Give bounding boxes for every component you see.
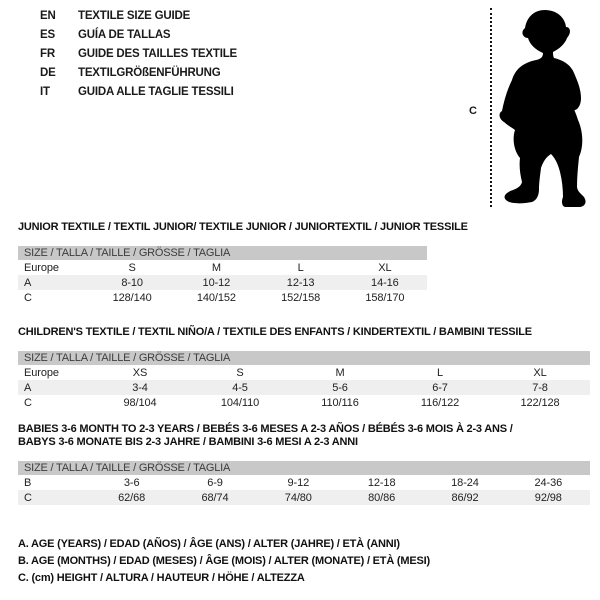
language-title: GUÍA DE TALLAS [78, 29, 171, 41]
row-label: C [24, 396, 32, 409]
size-value: L [297, 261, 304, 274]
size-figure [448, 0, 600, 220]
row-label: C [18, 490, 90, 505]
size-value: 158/170 [365, 291, 405, 304]
legend-line: B. AGE (MONTHS) / EDAD (MESES) / ÂGE (MOIS) / ALTER (MONATE) / ETÀ (MESI) [18, 555, 430, 567]
size-value: 8-10 [90, 275, 174, 290]
section-babies [18, 423, 590, 505]
row-label: Europe [24, 366, 59, 379]
size-value: S [128, 261, 136, 274]
size-value: 18-24 [451, 476, 479, 489]
table-row-europe [18, 365, 590, 380]
size-value: 92/98 [507, 490, 590, 505]
section-children [18, 326, 590, 410]
language-title: TEXTILGRÖßENFÜHRUNG [78, 67, 221, 79]
table-row-c [18, 490, 590, 505]
size-value: 5-6 [290, 380, 390, 395]
size-value: 128/140 [112, 291, 152, 304]
language-title: GUIDA ALLE TAGLIE TESSILI [78, 86, 234, 98]
size-value: 122/128 [520, 396, 560, 409]
language-code: EN [40, 10, 56, 22]
size-value: M [335, 366, 345, 379]
language-row [40, 83, 237, 102]
section-title: CHILDREN'S TEXTILE / TEXTIL NIÑO/A / TEXTILE DES ENFANTS / KINDERTEXTIL / BAMBINI TESSILE [18, 326, 532, 338]
size-value: 68/74 [173, 490, 256, 505]
size-table-header: SIZE / TALLA / TAILLE / GRÖSSE / TAGLIA [18, 351, 590, 365]
top-section [18, 0, 590, 221]
size-value: 12-13 [259, 275, 343, 290]
size-value: 4-5 [190, 380, 290, 395]
language-row [40, 7, 237, 26]
size-value: XS [132, 366, 148, 379]
language-row [40, 45, 237, 64]
language-row [40, 26, 237, 45]
size-value: 10-12 [174, 275, 258, 290]
legend-line: A. AGE (YEARS) / EDAD (AÑOS) / ÂGE (ANS) / ALTER (JAHRE) / ETÀ (ANNI) [18, 538, 400, 550]
size-value: 86/92 [423, 490, 506, 505]
size-table-babies [18, 461, 590, 505]
size-table-junior [18, 246, 427, 305]
row-label: Europe [24, 261, 59, 274]
language-code: ES [40, 29, 55, 41]
height-measure-line [490, 8, 492, 207]
language-row [40, 64, 237, 83]
language-code: FR [40, 48, 55, 60]
section-title: BABYS 3-6 MONATE BIS 2-3 JAHRE / BAMBINI 3-6 MESI A 2-3 ANNI [18, 436, 358, 448]
legend [18, 536, 590, 587]
section-title: BABIES 3-6 MONTH TO 2-3 YEARS / BEBÉS 3-6 MESES A 2-3 AÑOS / BÉBÉS 3-6 MOIS À 2-3 ANS / [18, 423, 513, 435]
size-value: XL [533, 366, 547, 379]
table-row-europe [18, 260, 427, 275]
size-value: XL [378, 261, 392, 274]
table-row-b [18, 475, 590, 490]
language-title: GUIDE DES TAILLES TEXTILE [78, 48, 237, 60]
size-table-header: SIZE / TALLA / TAILLE / GRÖSSE / TAGLIA [18, 461, 590, 475]
height-label: C [469, 105, 477, 117]
size-value: 110/116 [321, 396, 359, 409]
size-value: 3-4 [90, 380, 190, 395]
size-value: 14-16 [343, 275, 427, 290]
size-value: 6-9 [207, 476, 223, 489]
size-value: 140/152 [196, 291, 236, 304]
legend-line: C. (cm) HEIGHT / ALTURA / HAUTEUR / HÖHE / ALTEZZA [18, 572, 305, 584]
language-code: DE [40, 67, 56, 79]
size-value: 62/68 [90, 490, 173, 505]
size-value: 74/80 [257, 490, 340, 505]
size-value: 3-6 [123, 476, 140, 489]
size-value: 152/158 [281, 291, 321, 304]
size-value: S [236, 366, 244, 379]
size-value: 9-12 [287, 476, 310, 489]
size-table-children [18, 351, 590, 410]
size-value: L [436, 366, 444, 379]
table-row-c [18, 395, 590, 410]
size-tables [18, 221, 590, 505]
table-row-a [18, 275, 427, 290]
size-value: 104/110 [220, 396, 260, 409]
size-value: 24-36 [534, 476, 563, 489]
row-label: B [24, 476, 32, 489]
size-value: 98/104 [123, 396, 157, 409]
language-code: IT [40, 86, 50, 98]
language-title: TEXTILE SIZE GUIDE [78, 10, 191, 22]
table-row-a [18, 380, 590, 395]
size-table-header: SIZE / TALLA / TAILLE / GRÖSSE / TAGLIA [18, 246, 427, 260]
row-label: A [18, 275, 90, 290]
language-list [40, 7, 237, 102]
size-value: 116/122 [420, 396, 460, 409]
row-label: A [18, 380, 90, 395]
size-value: M [211, 261, 221, 274]
table-row-c [18, 290, 427, 305]
section-title: JUNIOR TEXTILE / TEXTIL JUNIOR/ TEXTILE JUNIOR / JUNIORTEXTIL / JUNIOR TESSILE [18, 221, 468, 233]
size-value: 12-18 [367, 476, 396, 489]
size-value: 6-7 [390, 380, 490, 395]
size-value: 7-8 [490, 380, 590, 395]
size-value: 80/86 [340, 490, 423, 505]
section-junior [18, 221, 590, 305]
row-label: C [24, 291, 32, 304]
